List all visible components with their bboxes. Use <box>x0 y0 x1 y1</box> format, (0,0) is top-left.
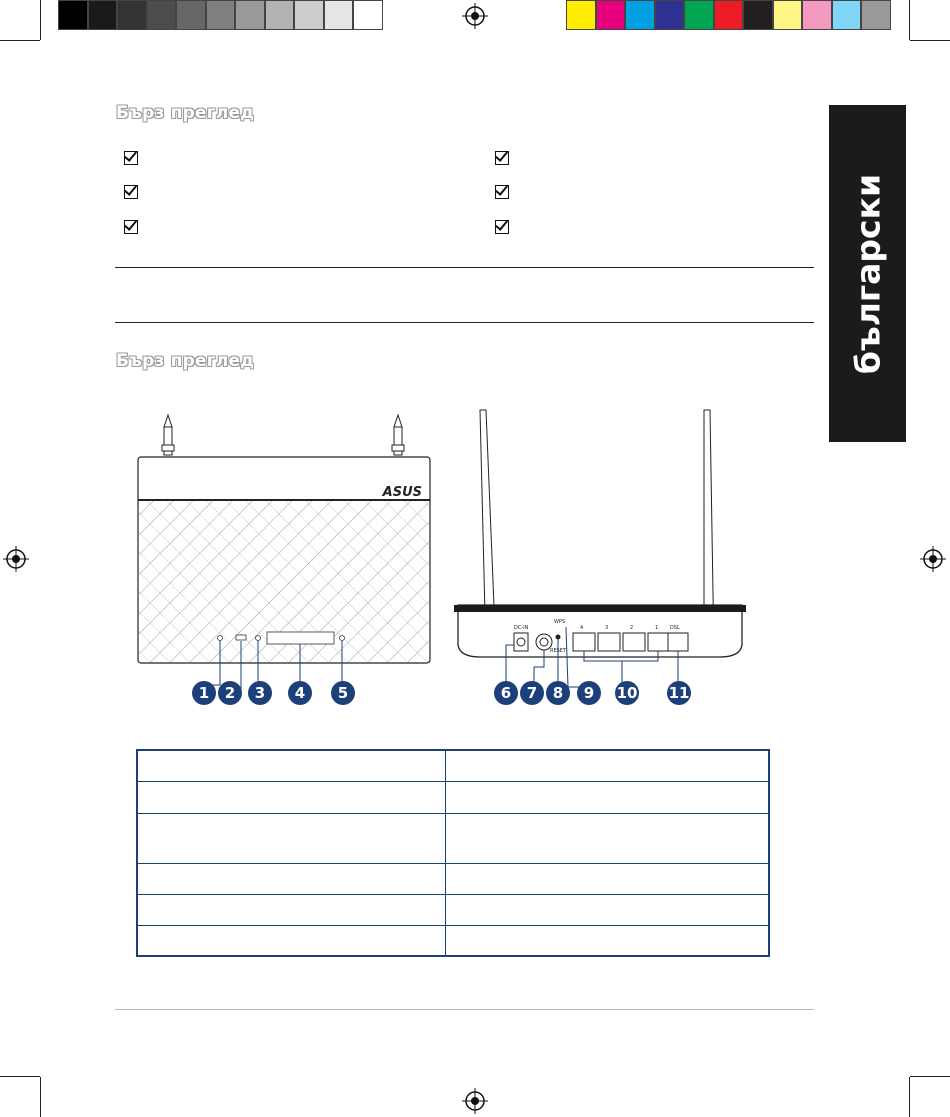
callout-badge: 8 <box>546 681 570 705</box>
gray-swatch <box>294 0 324 30</box>
gray-swatch <box>324 0 354 30</box>
language-tab <box>829 105 906 442</box>
table-row <box>137 894 769 925</box>
table-cell <box>137 781 446 813</box>
gray-swatch <box>58 0 88 30</box>
port-label: DSL <box>670 625 680 631</box>
crop-mark <box>910 40 950 41</box>
callout-badge: 7 <box>520 681 544 705</box>
spec-table <box>136 749 770 957</box>
color-swatch <box>802 0 832 30</box>
checkbox-icon <box>124 151 138 165</box>
callout-badge: 6 <box>494 681 518 705</box>
gray-swatch <box>265 0 295 30</box>
callout-badge: 11 <box>667 681 691 705</box>
port-label: RESET <box>550 648 567 654</box>
router-rear-illustration <box>450 405 750 725</box>
crop-mark <box>910 1076 950 1077</box>
section-heading: Бърз преглед <box>116 103 255 123</box>
table-cell <box>137 925 446 956</box>
table-row <box>137 863 769 894</box>
crop-mark <box>909 1077 910 1117</box>
brand-logo: ASUS <box>382 485 422 500</box>
gray-swatch <box>235 0 265 30</box>
table-row <box>137 781 769 813</box>
gray-swatch <box>147 0 177 30</box>
callout-badge: 10 <box>615 681 639 705</box>
color-swatch <box>861 0 891 30</box>
callout-badge: 2 <box>218 681 242 705</box>
table-row <box>137 750 769 781</box>
gray-swatch <box>206 0 236 30</box>
gray-swatch <box>353 0 383 30</box>
port-label: 2 <box>630 625 634 631</box>
table-row <box>137 813 769 863</box>
callout-badge: 3 <box>248 681 272 705</box>
table-cell <box>137 813 446 863</box>
checkbox-icon <box>495 151 509 165</box>
port-label: 3 <box>605 625 609 631</box>
color-swatch <box>684 0 714 30</box>
checkbox-icon <box>124 185 138 199</box>
table-cell <box>137 750 446 781</box>
color-swatch <box>743 0 773 30</box>
checkbox-icon <box>495 185 509 199</box>
table-cell <box>446 894 770 925</box>
crop-mark <box>909 0 910 40</box>
table-cell <box>137 863 446 894</box>
callout-badge: 9 <box>577 681 601 705</box>
gray-swatch <box>176 0 206 30</box>
registration-mark-icon <box>462 3 488 29</box>
table-cell <box>446 750 770 781</box>
gray-swatch <box>88 0 118 30</box>
color-swatch <box>832 0 862 30</box>
checkbox-icon <box>495 220 509 234</box>
router-front-illustration <box>130 405 440 725</box>
divider <box>115 267 814 268</box>
crop-mark <box>40 0 41 40</box>
section-heading: Бърз преглед <box>116 351 255 371</box>
table-row <box>137 925 769 956</box>
color-swatch <box>596 0 626 30</box>
color-swatch <box>566 0 596 30</box>
color-swatch <box>773 0 803 30</box>
crop-mark <box>40 1077 41 1117</box>
color-swatch <box>625 0 655 30</box>
port-label: 1 <box>655 625 659 631</box>
footer-divider <box>115 1009 814 1010</box>
registration-mark-icon <box>3 546 29 572</box>
table-cell <box>446 925 770 956</box>
registration-mark-icon <box>462 1088 488 1114</box>
crop-mark <box>0 1076 40 1077</box>
table-cell <box>446 781 770 813</box>
port-label: DC-IN <box>514 625 529 631</box>
gray-swatch <box>117 0 147 30</box>
language-tab-label: български <box>848 173 887 374</box>
registration-mark-icon <box>920 546 946 572</box>
port-label: 4 <box>580 625 584 631</box>
port-label: WPS <box>554 619 566 625</box>
table-cell <box>446 863 770 894</box>
table-cell <box>137 894 446 925</box>
checkbox-icon <box>124 220 138 234</box>
callout-badge: 4 <box>288 681 312 705</box>
callout-badge: 1 <box>192 681 216 705</box>
color-swatch <box>655 0 685 30</box>
callout-badge: 5 <box>331 681 355 705</box>
crop-mark <box>0 40 40 41</box>
divider <box>115 322 814 323</box>
color-swatch <box>714 0 744 30</box>
table-cell <box>446 813 770 863</box>
